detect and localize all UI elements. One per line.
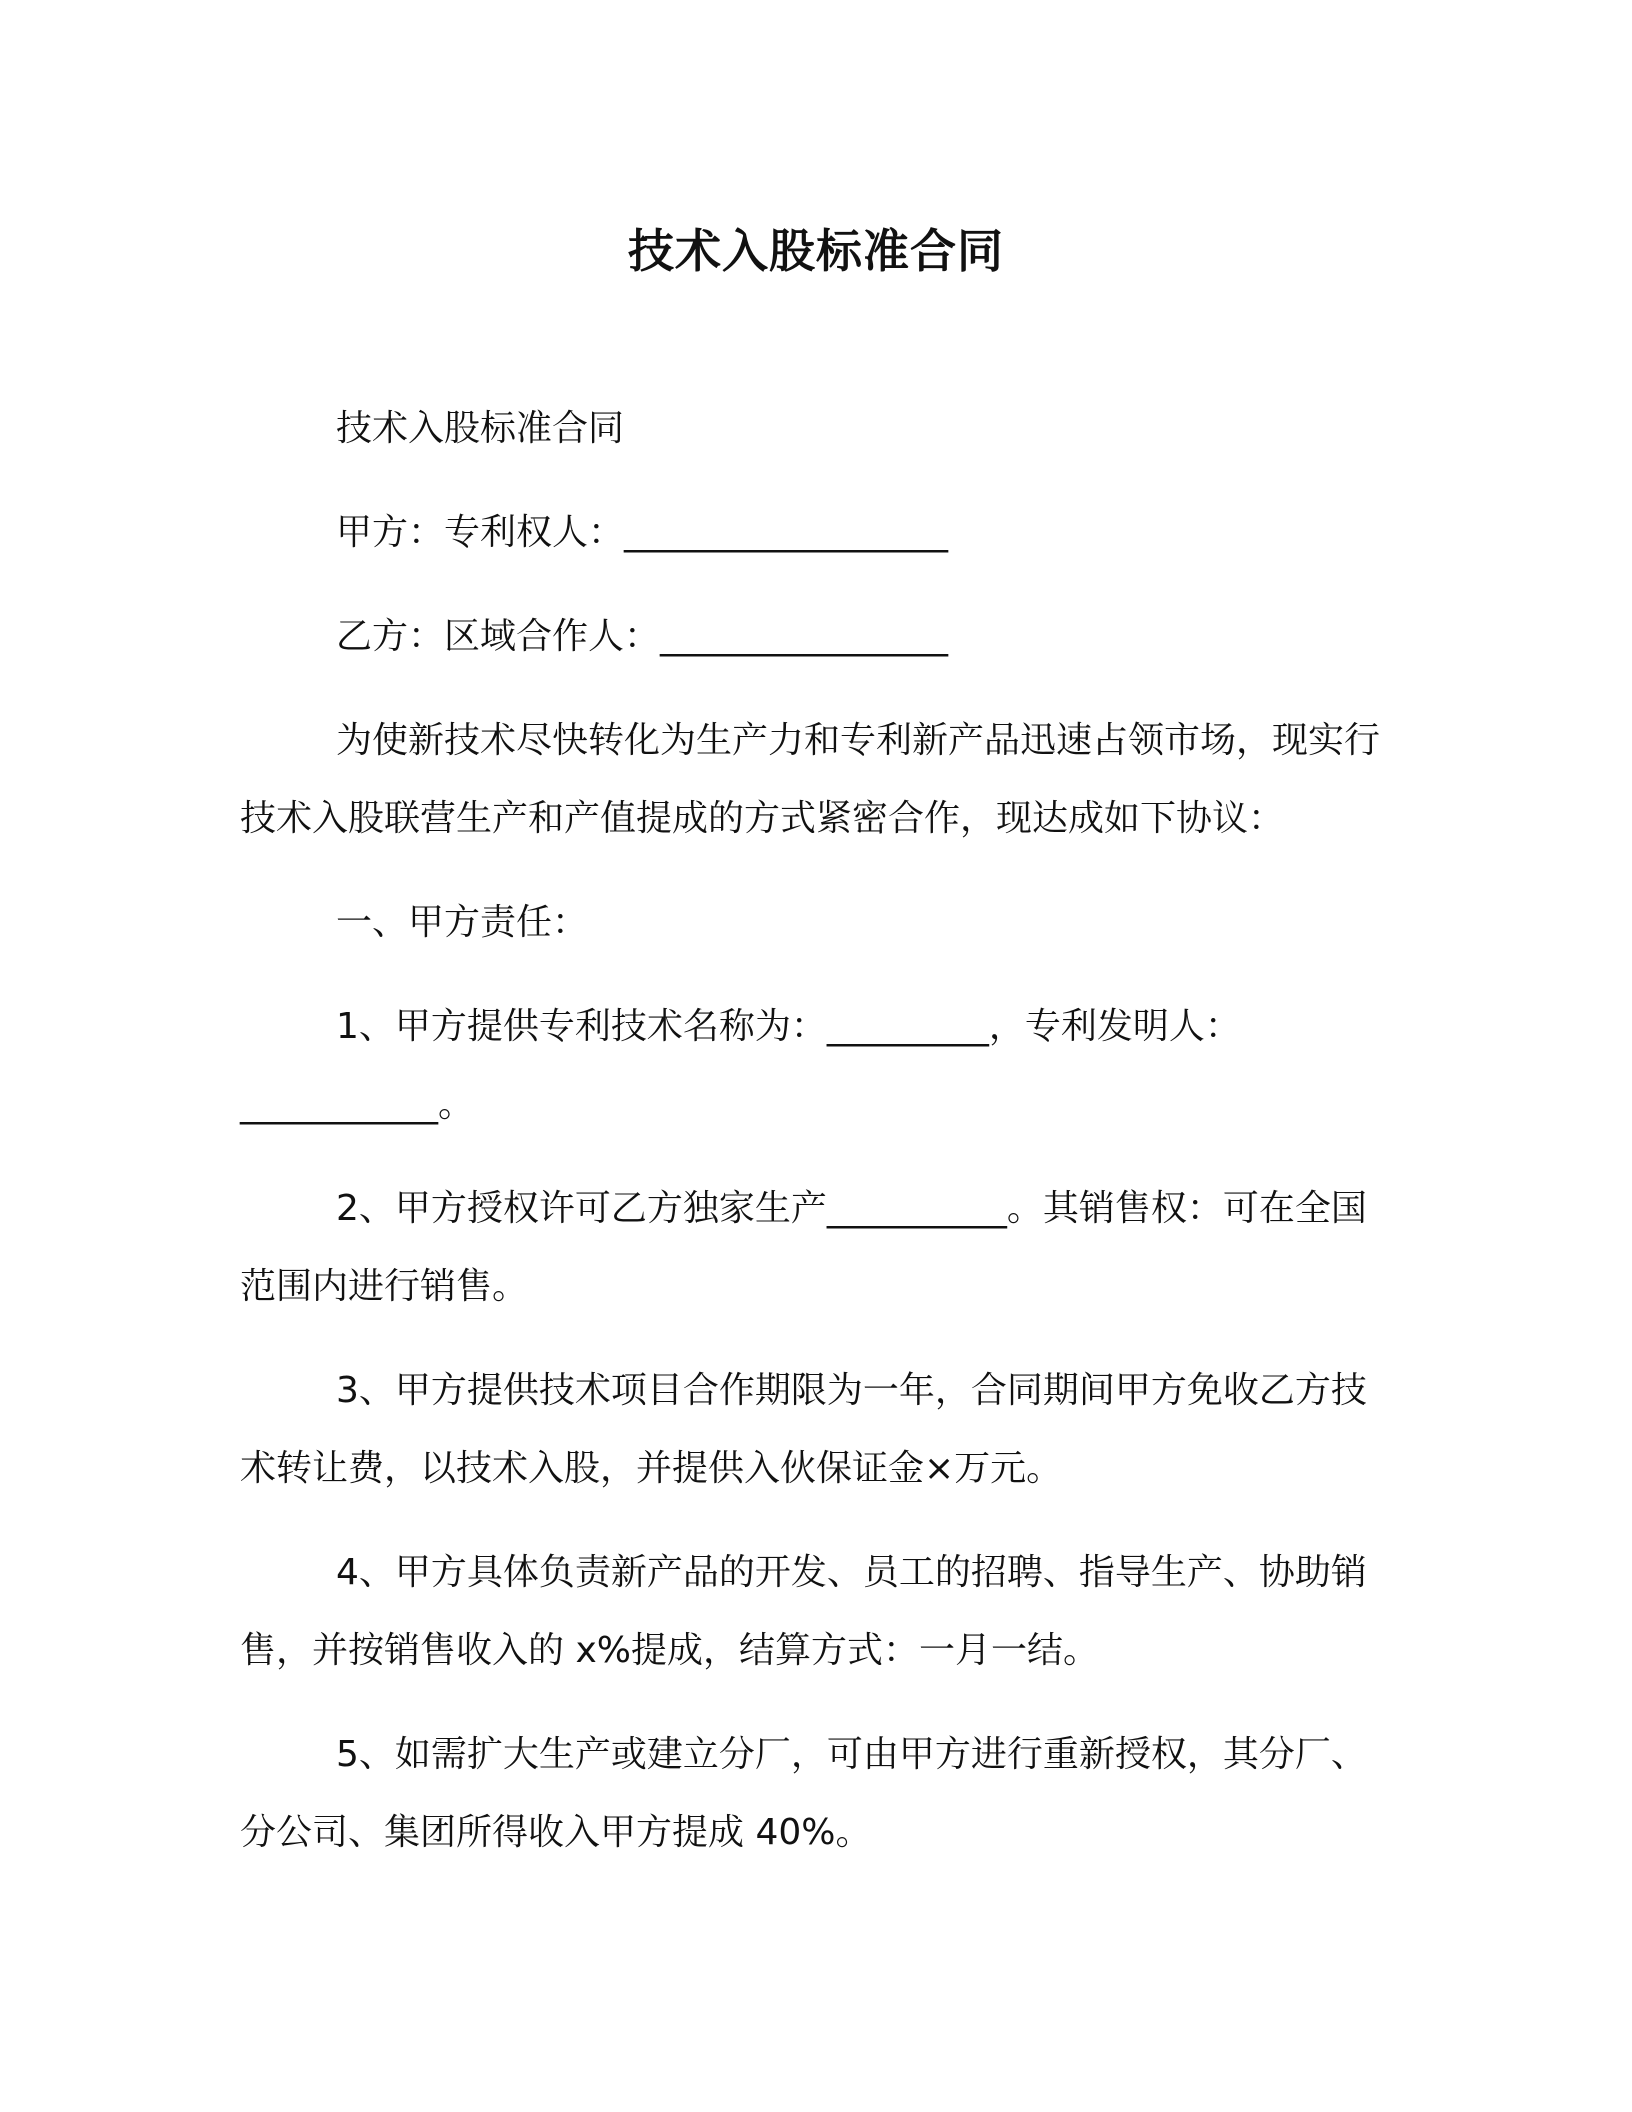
- document-title: 技术入股标准合同: [628, 224, 1004, 278]
- contract-heading-paragraph: 技术入股标准合同: [336, 408, 625, 449]
- preamble-paragraph: 为使新技术尽快转化为生产力和专利新产品迅速占领市场，现实行技术入股联营生产和产值提成的方式紧密合作，现达成如下协议：: [240, 720, 1381, 839]
- clause-4: 4、甲方具体负责新产品的开发、员工的招聘、指导生产、协助销售，并按销售收入的 x%提成，结算方式：一月一结。: [240, 1552, 1367, 1671]
- document-body: [240, 390, 1390, 1872]
- clause-3: 3、甲方提供技术项目合作期限为一年，合同期间甲方免收乙方技术转让费，以技术入股，并提供入伙保证金×万元。: [240, 1370, 1367, 1489]
- section-heading-party-a-duties: 一、甲方责任：: [336, 902, 589, 943]
- party-a-line: 甲方：专利权人：__________________: [336, 512, 949, 553]
- clause-1: 1、甲方提供专利技术名称为：_________，专利发明人：___________。: [240, 1006, 1241, 1125]
- clause-5: 5、如需扩大生产或建立分厂，可由甲方进行重新授权，其分厂、分公司、集团所得收入甲方提成 40%。: [240, 1734, 1367, 1853]
- party-b-line: 乙方：区域合作人：________________: [336, 616, 949, 657]
- clause-2: 2、甲方授权许可乙方独家生产__________。其销售权：可在全国范围内进行销售。: [240, 1188, 1367, 1307]
